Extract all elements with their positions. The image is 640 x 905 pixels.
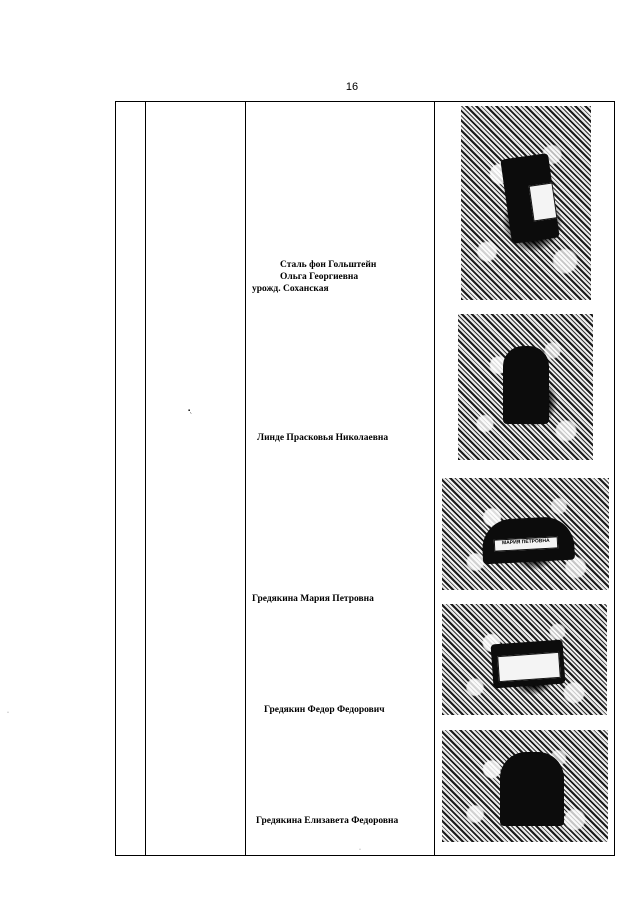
column-divider-1 (145, 102, 146, 855)
column-divider-2 (245, 102, 246, 855)
entry-name-line: Гредякина Мария Петровна (252, 594, 374, 604)
entry-name-line: урожд. Соханская (252, 284, 329, 294)
entry-name-line: Гредякин Федор Федорович (264, 705, 385, 715)
grave-photo (442, 604, 607, 715)
entry-name-line: Гредякина Елизавета Федоровна (256, 816, 399, 826)
scan-mark: · (359, 847, 361, 853)
plaque-text: МАРИЯ ПЕТРОВНА (494, 536, 559, 551)
grave-photo (442, 478, 609, 590)
grave-photo (442, 730, 608, 842)
grave-photo (461, 106, 591, 300)
scan-mark: ▪˛ (188, 408, 193, 414)
entry-name-line: Линде Прасковья Николаевна (257, 433, 389, 443)
entry-name-line: Ольга Георгиевна (280, 272, 359, 282)
page-number: 16 (345, 81, 359, 93)
grave-photo (458, 314, 593, 460)
entry-name-line: Сталь фон Гольштейн (280, 260, 377, 270)
scan-mark: · (7, 710, 9, 716)
memorial-table (115, 101, 615, 856)
column-divider-3 (434, 102, 435, 855)
